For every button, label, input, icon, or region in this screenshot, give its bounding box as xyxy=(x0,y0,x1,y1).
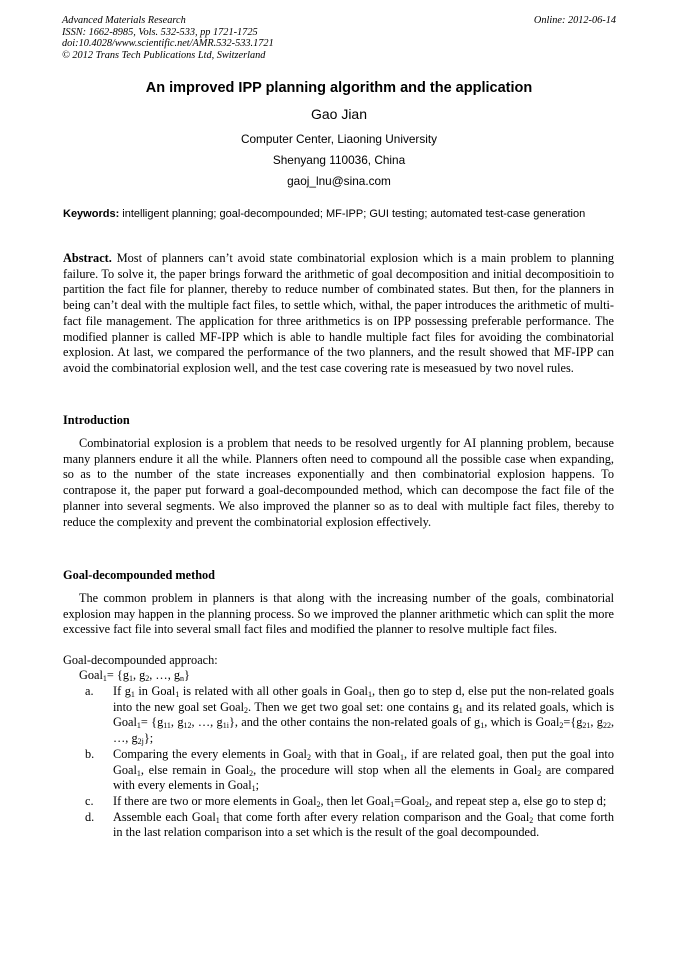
step-subscript: 1i xyxy=(222,721,229,731)
step-text: = {g xyxy=(140,715,164,730)
step-text: , g xyxy=(590,715,603,730)
step-subscript: 1 xyxy=(136,721,141,731)
introduction-heading: Introduction xyxy=(63,413,130,427)
step-text: }; xyxy=(143,731,154,746)
goal-def-text: = {g xyxy=(106,668,129,682)
step-subscript: 2 xyxy=(537,768,542,778)
goal-def-sub: 1 xyxy=(128,674,133,683)
method-paragraph: The common problem in planners is that along with the increasing number of the goals, combinatorial explosion may happen in the planning process. So we improved the planner arithmetic which can split the more excessive fact file into several small fact files and modified the planner to resolve multiple fact files. xyxy=(63,591,614,637)
step-subscript: 2j xyxy=(137,737,144,747)
step-text: ={g xyxy=(563,715,583,730)
affiliation-city: Shenyang 110036, China xyxy=(272,153,406,167)
online-date: Online: 2012-06-14 xyxy=(533,15,616,26)
method-heading: Goal-decompounded method xyxy=(63,568,216,582)
step-subscript: 2 xyxy=(559,721,564,731)
goal-def-text: } xyxy=(184,668,190,682)
step-text: , else remain in Goal xyxy=(140,762,250,777)
step-subscript: 1 xyxy=(458,705,463,715)
step-subscript: 2 xyxy=(316,799,321,809)
step-item xyxy=(63,794,614,810)
step-item xyxy=(63,684,614,747)
step-text: Comparing the every elements in Goal xyxy=(113,746,307,761)
algorithm-steps xyxy=(63,684,614,841)
doi-line: doi:10.4028/www.scientific.net/AMR.532-533.1721 xyxy=(62,38,274,49)
step-text: , …, g xyxy=(113,715,615,746)
step-subscript: 1 xyxy=(215,815,220,825)
goal-def-text: Goal xyxy=(79,668,103,682)
journal-name: Advanced Materials Research xyxy=(62,15,186,26)
step-subscript: 1 xyxy=(175,690,180,699)
step-text: If g xyxy=(113,684,131,698)
issn-line: ISSN: 1662-8985, Vols. 532-533, pp 1721-1725 xyxy=(62,26,258,38)
step-subscript: 2 xyxy=(306,752,311,762)
introduction-paragraph: Combinatorial explosion is a problem that needs to be resolved urgently for AI planning problem, because many planners endure it all the while. Planners often need to compound all the possible case when expanding, so as to the number of the state increases exponentially and then combinatorial explosion happens. To contrapose it, the paper put forward a goal-decompounded method, which can decompose the fact file of the planner into several segments. We also improved the planner so as to deal with multiple fact files, thereby to reduce the complexity and prevent the combinatorial explosion effectively. xyxy=(63,436,614,529)
step-label: b. xyxy=(85,746,95,761)
step-text: that come forth in the last relation comparison into a set which is the result of the goal decompounded. xyxy=(113,809,614,840)
step-text: }, and the other contains the non-related goals of g xyxy=(228,715,481,730)
goal-def-sub: 2 xyxy=(145,674,150,683)
step-subscript: 1 xyxy=(480,721,485,731)
step-label: c. xyxy=(85,793,94,808)
step-text: ; xyxy=(255,778,260,793)
step-item xyxy=(63,747,614,794)
step-text: If there are two or more elements in Goal xyxy=(113,793,317,808)
step-text: , if are related goal, then put the goal into Goal xyxy=(113,746,614,777)
step-subscript: 12 xyxy=(183,721,192,731)
step-text: that come forth after every relation comparison and the Goal xyxy=(219,809,530,824)
step-subscript: 2 xyxy=(425,799,430,809)
step-text: , g xyxy=(170,715,184,730)
step-text: Assemble each Goal xyxy=(113,809,216,824)
step-text: in Goal xyxy=(134,684,176,698)
keywords xyxy=(63,208,614,221)
step-text: , and repeat step a, else go to step d; xyxy=(429,793,607,808)
paper-title: An improved IPP planning algorithm and the application xyxy=(145,80,533,96)
step-item xyxy=(63,810,614,841)
abstract-label: Abstract. xyxy=(63,251,112,265)
step-text: , then let Goal xyxy=(320,793,391,808)
step-subscript: 21 xyxy=(582,721,591,731)
step-text: =Goal xyxy=(394,793,426,808)
step-label: a. xyxy=(85,684,94,698)
step-subscript: 22 xyxy=(602,721,611,731)
goal-def-text: , g xyxy=(132,668,146,682)
copyright-line: © 2012 Trans Tech Publications Ltd, Switzerland xyxy=(62,49,266,61)
keywords-label: Keywords: xyxy=(63,208,120,220)
step-subscript: 2 xyxy=(249,768,254,778)
affiliation-dept: Computer Center, Liaoning University xyxy=(240,132,438,146)
step-text: are compared with every elements in Goal xyxy=(113,762,614,793)
author-email: gaoj_lnu@sina.com xyxy=(287,174,391,188)
goal-def-sub: n xyxy=(180,674,185,683)
step-text: , …, g xyxy=(191,715,223,730)
step-subscript: 2 xyxy=(243,705,248,715)
step-subscript: 11 xyxy=(163,721,171,731)
goal-def-text: , …, g xyxy=(149,668,181,682)
author-name: Gao Jian xyxy=(310,106,368,122)
goal-def-sub: 1 xyxy=(102,674,107,683)
step-subscript: 1 xyxy=(136,768,141,778)
step-subscript: 1 xyxy=(390,799,395,809)
abstract xyxy=(63,251,614,377)
goal-definition xyxy=(63,668,614,684)
page-header xyxy=(62,15,616,61)
abstract-text: Most of planners can’t avoid state combinatorial explosion which is a main problem to planning failure. To solve it, the paper brings forward the arithmetic of goal decomposition and initial decompositioin to partition the fact file for planner, thereby to reduce number of combinated states. But then, for the planners in being can’t deal with the multiple fact files, to settle which, withal, the paper introduces the arithmetic of multi-fact file management. The application for three arithmetics is on IPP possessing preferable performance. The modified planner is called MF-IPP which is able to handle multiple fact files for avoiding the combinatorial explosion. At last, we compared the performance of the two planners, and the result showed that MF-IPP can avoid the combinatorial explosion well, and the test case covering rate is meseasued by two novel rules. xyxy=(63,251,614,375)
approach-label: Goal-decompounded approach: xyxy=(63,653,218,667)
step-text: is related with all other goals in Goal xyxy=(179,684,368,698)
step-text: and its related goals, which is Goal xyxy=(113,699,614,730)
step-subscript: 1 xyxy=(367,690,372,699)
step-text: . Then we get two goal set: one contains g xyxy=(247,699,459,714)
step-text: with that in Goal xyxy=(310,746,401,761)
step-label: d. xyxy=(85,809,95,824)
step-text: , which is Goal xyxy=(484,715,560,730)
step-text: , the procedure will stop when all the elements in Goal xyxy=(253,762,538,777)
step-subscript: 1 xyxy=(251,784,256,794)
keywords-text: intelligent planning; goal-decompounded; MF-IPP; GUI testing; automated test-case generation xyxy=(119,208,586,220)
step-subscript: 1 xyxy=(130,690,135,699)
step-subscript: 2 xyxy=(529,815,534,825)
step-text: , then go to step d, else put the non-related goals into the new goal set Goal xyxy=(113,684,615,714)
step-subscript: 1 xyxy=(400,752,405,762)
